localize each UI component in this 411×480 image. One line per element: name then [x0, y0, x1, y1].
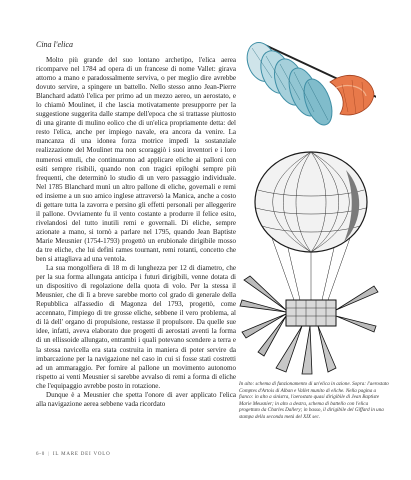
body-paragraph: Dunque è a Meusnier che spetta l'onore di aver applicato l'elica alla navigazione aerea sebbene vada ricordato: [36, 390, 236, 408]
figure-caption: In alto: schema di funzionamento di un'elica in azione. Sopra: l'aerostato Comptes d'Artois di Alban e Vallet munito di eliche. Nella pagina a fianco: in alto a sinistra, l'aerostato quasi dirigibile di Jean Baptiste Marie Meusnier; in alto a destra, schema di battello con l'elica progettato da Charles Dallery; in basso, il dirigibile del Giffard in una stampa della seconda metà del XIX sec.: [239, 381, 389, 420]
balloon-engraving-illustration: [236, 150, 381, 375]
body-text: [36, 56, 236, 409]
running-head: Cina l'elica: [36, 40, 74, 49]
page-number: 6-0: [36, 452, 46, 457]
page-footer: [36, 452, 111, 457]
body-paragraph: Molto più grande del suo lontano archetipo, l'elica aerea ricomparve nel 1784 ad opera di un francese di nome Vallet: girava attorno a mano e paradossalmente serviva, o per meglio dire avrebbe dovuto servire, a spingere un battello. Nello stesso anno Jean-Pierre Blanchard adattò l'elica per primo ad un mezzo aereo, un aerostato, e lo chiamò Moulinet, il che lascia motivatamente presupporre per la suggestione suggerita dalle stampe dell'epoca che si trattasse piuttosto di una girante di mulino eolico che di un'elica propriamente detta: del resto l'elica, anche per impiego navale, era ancora da venire. La mancanza di una idonea forza motrice impedì la sostanziale realizzazione del Moulinet ma non scoraggiò i suoi inventori e i loro numerosi emuli, che continuarono ad applicare eliche ai palloni con esiti sempre risibili, quando non con tragici epiloghi sempre più frequenti, che determinò lo studio di un vero passaggio individuale. Nel 1785 Blanchard munì un altro pallone di eliche, governali e remi ed insieme a un suo amico inglese attraversò la Manica, anche a costo di gettare tutta la zavorra e persino gli effetti personali per alleggerire il pallone. Ovviamente fu il vento costante a produrre il felice esito, rivelandosi del tutto inutili remi e governali. Di eliche, sempre azionate a mano, si tornò a parlare nel 1795, quando Jean Baptiste Marie Meusnier (1754-1793) progettò un erubionale dirigibile mosso da tre eliche, che lui definì rames tournant, remi rotanti, concetto che ben si attagliava ad una ventola.: [36, 56, 236, 264]
section-title: IL MARE DEI VOLO: [52, 452, 111, 457]
body-paragraph: La sua mongolfiera di 18 m di lunghezza per 12 di diametro, che per la sua forma allungata anticipa i futuri dirigibili, venne dotata di un dispositivo di regolazione della quota di volo. Per la stessa il Meusnier, che di lì a breve sarebbe morto col grado di generale della Repubblica all'assedio di Magonza del 1793, progettò, come accennato, l'impiego di tre grosse eliche, sebbene il vero problema, al di là dell' organo di propulsione, restasse il propulsore. Da quelle sue idee, infatti, aveva elaborato due progetti di aerostati aventi la forma di un ellissoide allungato, entrambi i quali potevano scendere a terra e la stessa navicella era stata costruita in maniera di poter servire da imbarcazione per la navigazione nel caso in cui si fosse stati costretti ad un ammaraggio. Per fornire al pallone un movimento autonomo rispetto ai venti Meusnier si sarebbe avvalso di remi a forma di eliche che l'equipaggio avrebbe posto in rotazione.: [36, 264, 236, 390]
footer-separator: |: [48, 452, 50, 457]
propeller-diagram-illustration: [246, 38, 376, 148]
